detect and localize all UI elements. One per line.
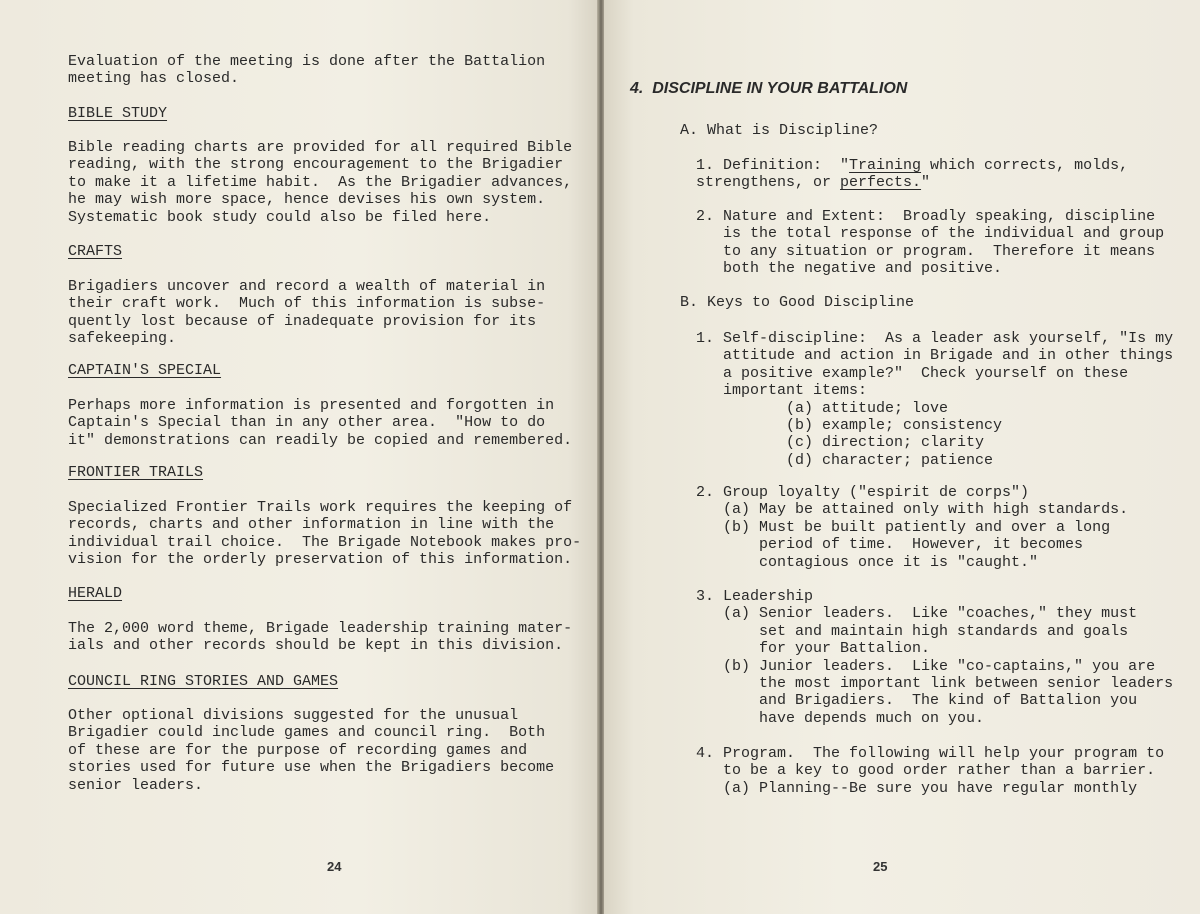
body-line: attitude and action in Brigade and in other things [696, 347, 1174, 365]
section-heading: FRONTIER TRAILS [68, 464, 204, 481]
body-line: (b) example; consistency [696, 417, 1003, 434]
body-line: quently lost because of inadequate provision for its [68, 312, 537, 330]
body-line: safekeeping. [68, 330, 177, 348]
body-line: 3. Leadership [696, 588, 814, 605]
intro-line: Evaluation of the meeting is done after the Battalion [68, 53, 546, 70]
body-line: of these are for the purpose of recording games and [68, 741, 528, 759]
body-line: a positive example?" Check yourself on these [696, 364, 1129, 382]
body-line: (a) Senior leaders. Like "coaches," they must [696, 605, 1138, 623]
body-line: (d) character; patience [696, 451, 994, 469]
subsection-label: B. Keys to Good Discipline [680, 294, 915, 311]
page-number: 25 [873, 859, 888, 874]
body-line: he may wish more space, hence devises his own system. [68, 191, 546, 209]
body-line: (b) Must be built patiently and over a long [696, 518, 1111, 536]
body-line: senior leaders. [68, 776, 204, 794]
body-line: important items: [696, 382, 868, 400]
body-line: records, charts and other information in line with the [68, 516, 555, 534]
body-line: Systematic book study could also be filed here. [68, 208, 492, 226]
body-line: (c) direction; clarity [696, 434, 985, 452]
body-line: (a) Planning--Be sure you have regular monthly [696, 779, 1138, 797]
intro-line: meeting has closed. [68, 70, 240, 88]
underlined-word: Training [849, 157, 922, 174]
body-line: ials and other records should be kept in this division. [68, 637, 564, 655]
body-line: (a) attitude; love [696, 399, 949, 417]
body-line: for your Battalion. [696, 640, 931, 658]
body-line: Brigadier could include games and council ring. Both [68, 724, 546, 742]
underlined-word: perfects. [840, 174, 922, 192]
body-line: Perhaps more information is presented and forgotten in [68, 397, 555, 414]
body-line: to make it a lifetime habit. As the Brigadier advances, [68, 173, 573, 191]
body-line: Specialized Frontier Trails work requires the keeping of [68, 499, 573, 516]
body-line: the most important link between senior leaders [696, 675, 1174, 692]
body-line: their craft work. Much of this information is subse- [68, 295, 546, 313]
definition-line: 1. Definition: "Training which corrects, molds, [696, 157, 1129, 174]
left-page [0, 0, 598, 914]
body-line: and Brigadiers. The kind of Battalion you [696, 692, 1138, 710]
section-heading: CRAFTS [68, 243, 123, 260]
section-title: 4. DISCIPLINE IN YOUR BATTALION [630, 80, 908, 97]
body-line: 2. Nature and Extent: Broadly speaking, discipline [696, 208, 1156, 225]
subsection-label: A. What is Discipline? [680, 122, 879, 139]
definition-line: strengthens, or perfects." [696, 174, 931, 192]
body-line: both the negative and positive. [696, 260, 1003, 278]
body-line: have depends much on you. [696, 709, 985, 727]
body-line: Brigadiers uncover and record a wealth of material in [68, 278, 546, 295]
body-line: Captain's Special than in any other area. "How to do [68, 414, 546, 432]
section-heading: CAPTAIN'S SPECIAL [68, 362, 222, 379]
body-line: is the total response of the individual and group [696, 225, 1165, 243]
page-number: 24 [327, 859, 342, 874]
body-line: (b) Junior leaders. Like "co-captains," you are [696, 657, 1156, 675]
body-line: to any situation or program. Therefore it means [696, 242, 1156, 260]
body-line: to be a key to good order rather than a barrier. [696, 762, 1156, 780]
section-heading: COUNCIL RING STORIES AND GAMES [68, 673, 339, 690]
section-heading: HERALD [68, 585, 123, 602]
right-page [604, 0, 1200, 914]
body-line: period of time. However, it becomes [696, 536, 1084, 554]
section-heading: BIBLE STUDY [68, 105, 168, 122]
body-line: 1. Self-discipline: As a leader ask yourself, "Is my [696, 330, 1174, 347]
body-line: Bible reading charts are provided for all required Bible [68, 139, 573, 156]
body-line: individual trail choice. The Brigade Notebook makes pro- [68, 533, 582, 551]
body-line: reading, with the strong encouragement to the Brigadier [68, 156, 564, 174]
body-line: set and maintain high standards and goals [696, 622, 1129, 640]
body-line: 4. Program. The following will help your program to [696, 745, 1165, 762]
body-line: The 2,000 word theme, Brigade leadership training mater- [68, 620, 573, 637]
body-line: (a) May be attained only with high standards. [696, 501, 1129, 519]
body-line: it" demonstrations can readily be copied and remembered. [68, 431, 573, 449]
body-line: stories used for future use when the Brigadiers become [68, 759, 555, 777]
body-line: 2. Group loyalty ("espirit de corps") [696, 484, 1030, 501]
body-line: vision for the orderly preservation of this information. [68, 551, 573, 569]
body-line: Other optional divisions suggested for the unusual [68, 707, 519, 724]
body-line: contagious once it is "caught." [696, 553, 1039, 571]
